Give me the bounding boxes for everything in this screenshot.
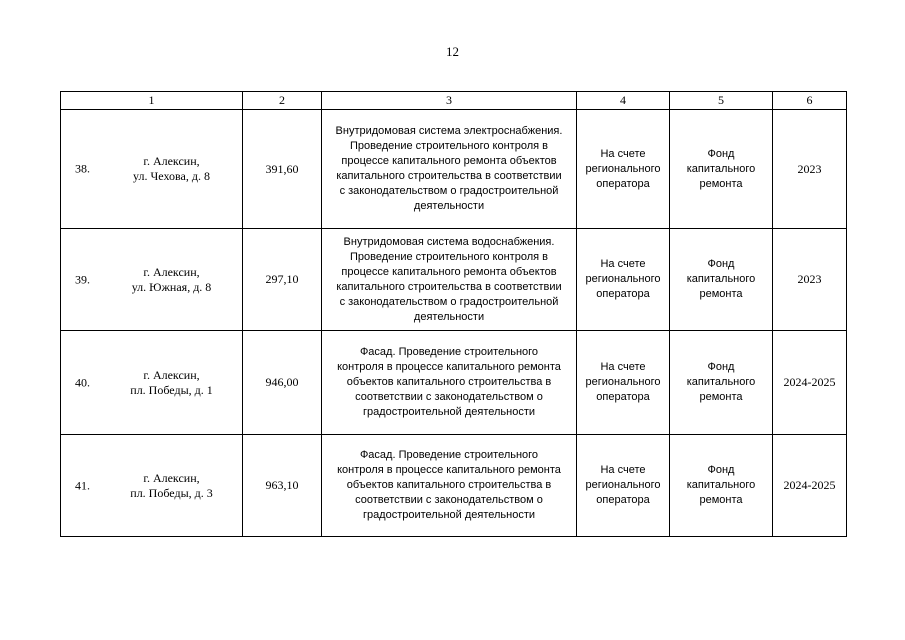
row-number: 39. [75, 272, 90, 286]
header-col-1: 1 [61, 92, 243, 110]
work-description-cell-line: процессе капитального ремонта объектов [341, 155, 557, 167]
year-cell: 2023 [773, 229, 847, 331]
work-description-cell-line: процессе капитального ремонта объектов [341, 265, 557, 278]
address-text [65, 265, 238, 295]
work-description-cell-line: Фасад. Проведение строительного [359, 346, 539, 358]
year-cell: 2024-2025 [773, 435, 847, 537]
work-description-cell-line: Внутридомовая система электроснабжения. [335, 125, 563, 137]
fund-cell-line: ремонта [699, 494, 743, 506]
account-cell-line: На счете [600, 361, 646, 373]
address-cell [61, 435, 243, 537]
account-cell [577, 331, 670, 435]
work-description-cell [322, 435, 577, 537]
address-cell [61, 229, 243, 331]
account-cell-line: регионального [585, 376, 661, 388]
fund-cell-line: капитального [686, 376, 756, 388]
work-description-cell-line: градостроительной деятельности [362, 509, 536, 521]
address-cell [61, 110, 243, 229]
account-cell-line: оператора [596, 494, 650, 506]
account-cell-line: регионального [585, 162, 661, 175]
header-col-2: 2 [243, 92, 322, 110]
table-row [61, 110, 847, 229]
work-description-cell-line: деятельности [413, 310, 485, 323]
address-text [65, 471, 238, 501]
address-street: ул. Южная, д. 8 [131, 279, 212, 294]
work-description-cell-line: соответствии с законодательством о [355, 391, 543, 403]
work-description-cell [322, 229, 577, 331]
work-description-cell [322, 331, 577, 435]
work-description-cell-line: градостроительной деятельности [362, 406, 536, 418]
fund-cell-line: капитального [686, 273, 756, 285]
fund-cell [670, 110, 773, 229]
header-col-4: 4 [577, 92, 670, 110]
work-description-cell-line: капитального строительства в соответствии [336, 280, 562, 293]
account-cell [577, 435, 670, 537]
work-description-cell-line: объектов капитального строительства в [346, 479, 552, 491]
fund-cell-line: ремонта [699, 177, 743, 190]
address-city: г. Алексин, [143, 154, 200, 168]
area-cell: 946,00 [243, 331, 322, 435]
address-city: г. Алексин, [143, 367, 200, 382]
account-cell-line: оператора [596, 288, 650, 300]
fund-cell-line: Фонд [707, 361, 735, 373]
account-cell [577, 229, 670, 331]
work-description-cell-line: капитального строительства в соответствии [336, 170, 562, 182]
work-description-cell-line: контроля в процессе капитального ремонта [337, 361, 561, 373]
address-street: пл. Победы, д. 1 [130, 382, 213, 397]
account-cell-line: оператора [596, 391, 650, 403]
fund-cell-line: Фонд [707, 147, 735, 160]
fund-cell-line: капитального [686, 479, 756, 491]
work-description-cell-line: деятельности [413, 200, 485, 212]
area-cell: 963,10 [243, 435, 322, 537]
work-description-cell-line: соответствии с законодательством о [355, 494, 543, 506]
year-cell: 2023 [773, 110, 847, 229]
fund-cell [670, 229, 773, 331]
year-cell: 2024-2025 [773, 331, 847, 435]
work-description-cell-line: с законодательством о градостроительной [339, 295, 559, 308]
account-cell-line: регионального [585, 479, 661, 491]
account-cell-line: На счете [600, 258, 646, 270]
fund-cell [670, 435, 773, 537]
row-number: 38. [75, 161, 90, 176]
address-street: пл. Победы, д. 3 [130, 485, 213, 500]
address-street: ул. Чехова, д. 8 [133, 169, 210, 183]
repair-schedule-table [60, 91, 847, 537]
fund-cell-line: Фонд [707, 464, 735, 476]
table-row [61, 435, 847, 537]
row-number: 40. [75, 375, 90, 389]
account-cell-line: оператора [596, 177, 650, 190]
header-col-5: 5 [670, 92, 773, 110]
area-cell: 391,60 [243, 110, 322, 229]
header-col-3: 3 [322, 92, 577, 110]
fund-cell-line: ремонта [699, 288, 743, 300]
fund-cell-line: ремонта [699, 391, 743, 403]
row-number: 41. [75, 478, 90, 492]
account-cell [577, 110, 670, 229]
work-description-cell-line: Проведение строительного контроля в [350, 250, 548, 263]
fund-cell-line: Фонд [707, 258, 735, 270]
work-description-cell [322, 110, 577, 229]
account-cell-line: регионального [585, 273, 661, 285]
account-cell-line: На счете [600, 147, 646, 160]
work-description-cell-line: Внутридомовая система водоснабжения. [343, 235, 555, 248]
area-cell: 297,10 [243, 229, 322, 331]
account-cell-line: На счете [600, 464, 646, 476]
address-text [65, 154, 238, 184]
address-text [65, 368, 238, 398]
fund-cell [670, 331, 773, 435]
header-row [61, 92, 847, 110]
work-description-cell-line: объектов капитального строительства в [346, 376, 552, 388]
header-col-6: 6 [773, 92, 847, 110]
work-description-cell-line: контроля в процессе капитального ремонта [337, 464, 561, 476]
fund-cell-line: капитального [686, 162, 756, 175]
address-city: г. Алексин, [143, 470, 200, 485]
work-description-cell-line: Фасад. Проведение строительного [359, 449, 539, 461]
page-number: 12 [446, 44, 459, 59]
table-row [61, 331, 847, 435]
address-city: г. Алексин, [143, 264, 200, 279]
work-description-cell-line: с законодательством о градостроительной [339, 185, 559, 197]
table-row [61, 229, 847, 331]
address-cell [61, 331, 243, 435]
work-description-cell-line: Проведение строительного контроля в [350, 140, 548, 152]
